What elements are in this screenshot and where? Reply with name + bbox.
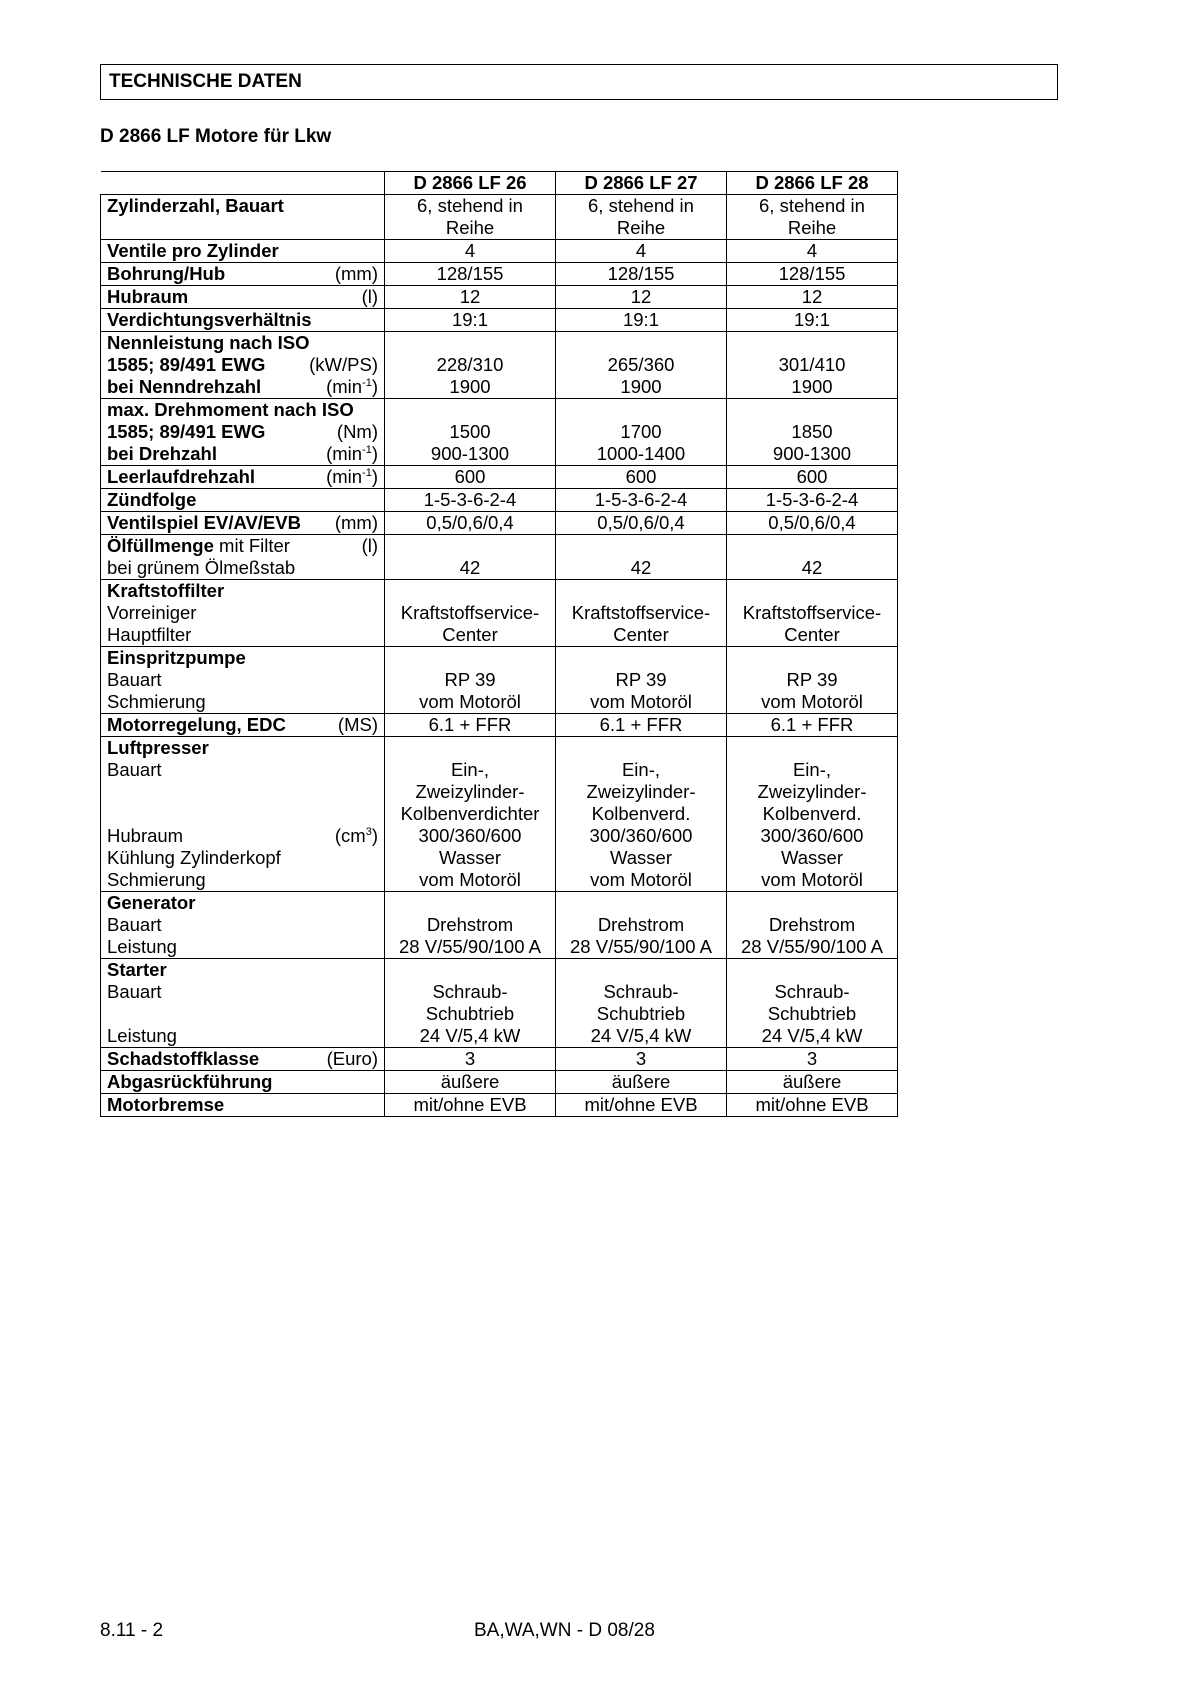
table-header-row (101, 172, 898, 195)
table-cell: 128/155 (385, 263, 556, 286)
document-code: BA,WA,WN - D 08/28 (474, 1620, 655, 1641)
table-row (101, 647, 898, 714)
table-cell: mit/ohne EVB (727, 1094, 898, 1117)
table-cell: Drehstrom 28 V/55/90/100 A (727, 892, 898, 959)
table-cell: 1850 900-1300 (727, 399, 898, 466)
table-cell: mit/ohne EVB (385, 1094, 556, 1117)
row-label: Hubraum (l) (101, 286, 385, 309)
table-cell: 3 (385, 1048, 556, 1071)
row-label: Starter Bauart Leistung (101, 959, 385, 1048)
table-cell: Drehstrom 28 V/55/90/100 A (556, 892, 727, 959)
table-cell: 1500 900-1300 (385, 399, 556, 466)
table-cell: 42 (385, 535, 556, 580)
column-header: D 2866 LF 26 (385, 172, 556, 195)
table-row (101, 1048, 898, 1071)
table-cell: RP 39 vom Motoröl (385, 647, 556, 714)
table-cell: 301/410 1900 (727, 332, 898, 399)
row-label: Nennleistung nach ISO 1585; 89/491 EWG (kW/PS) bei Nenndrehzahl $(\min^{-1})$ (101, 332, 385, 399)
table-row (101, 309, 898, 332)
table-cell: RP 39 vom Motoröl (556, 647, 727, 714)
table-cell: Schraub- Schubtrieb 24 V/5,4 kW (727, 959, 898, 1048)
row-label: Ölfüllmenge mit Filter (l) bei grünem Ölmeßstab (101, 535, 385, 580)
row-label: Leerlaufdrehzahl $(\min^{-1})$ (101, 466, 385, 489)
table-row (101, 332, 898, 399)
table-row (101, 535, 898, 580)
header-title: TECHNISCHE DATEN (109, 71, 302, 92)
table-cell: äußere (727, 1071, 898, 1094)
row-label: Generator Bauart Leistung (101, 892, 385, 959)
table-cell: RP 39 vom Motoröl (727, 647, 898, 714)
table-cell: 1-5-3-6-2-4 (385, 489, 556, 512)
table-cell: 1700 1000-1400 (556, 399, 727, 466)
table-cell: Ein-, Zweizylinder- Kolbenverdichter 300/360/600 Wasser vom Motoröl (385, 737, 556, 892)
page-number: 8.11 - 2 (100, 1620, 164, 1641)
table-row (101, 263, 898, 286)
row-label: max. Drehmoment nach ISO 1585; 89/491 EWG (Nm) bei Drehzahl $(\min^{-1})$ (101, 399, 385, 466)
table-cell: 1-5-3-6-2-4 (727, 489, 898, 512)
table-cell: 42 (727, 535, 898, 580)
table-row (101, 195, 898, 240)
table-cell: 12 (727, 286, 898, 309)
table-row (101, 580, 898, 647)
table-cell: 19:1 (727, 309, 898, 332)
row-label: Bohrung/Hub (mm) (101, 263, 385, 286)
tech-data-table (100, 171, 898, 1117)
row-label: Motorbremse (101, 1094, 385, 1117)
table-cell: äußere (385, 1071, 556, 1094)
table-cell: 265/360 1900 (556, 332, 727, 399)
table-cell: Kraftstoffservice- Center (385, 580, 556, 647)
row-label: Abgasrückführung (101, 1071, 385, 1094)
table-cell: 4 (385, 240, 556, 263)
table-cell: 4 (556, 240, 727, 263)
table-cell: 0,5/0,6/0,4 (385, 512, 556, 535)
column-header: D 2866 LF 27 (556, 172, 727, 195)
row-label: Verdichtungsverhältnis (101, 309, 385, 332)
row-label: Ventile pro Zylinder (101, 240, 385, 263)
row-label: Kraftstoffilter Vorreiniger Hauptfilter (101, 580, 385, 647)
table-cell: 19:1 (556, 309, 727, 332)
table-row (101, 399, 898, 466)
table-cell: mit/ohne EVB (556, 1094, 727, 1117)
row-label: Motorregelung, EDC (MS) (101, 714, 385, 737)
table-cell: 600 (556, 466, 727, 489)
table-cell: 6, stehend in Reihe (385, 195, 556, 240)
table-row (101, 714, 898, 737)
table-cell: 12 (385, 286, 556, 309)
table-cell: 6.1 + FFR (556, 714, 727, 737)
table-row (101, 512, 898, 535)
page-subtitle: D 2866 LF Motore für Lkw (100, 126, 332, 147)
table-cell: 128/155 (727, 263, 898, 286)
table-cell: 6.1 + FFR (385, 714, 556, 737)
table-row (101, 489, 898, 512)
table-cell: Kraftstoffservice- Center (727, 580, 898, 647)
table-row (101, 286, 898, 309)
table-row (101, 959, 898, 1048)
row-label: Schadstoffklasse (Euro) (101, 1048, 385, 1071)
table-cell: 600 (385, 466, 556, 489)
table-cell: 19:1 (385, 309, 556, 332)
table-cell: 128/155 (556, 263, 727, 286)
table-cell: 3 (556, 1048, 727, 1071)
table-cell: Drehstrom 28 V/55/90/100 A (385, 892, 556, 959)
table-cell: 0,5/0,6/0,4 (727, 512, 898, 535)
row-label: Zylinderzahl, Bauart (101, 195, 385, 240)
table-row (101, 1094, 898, 1117)
table-cell: 6.1 + FFR (727, 714, 898, 737)
table-cell: Ein-, Zweizylinder- Kolbenverd. 300/360/600 Wasser vom Motoröl (727, 737, 898, 892)
table-row (101, 892, 898, 959)
table-row (101, 466, 898, 489)
page-header (100, 64, 1058, 100)
table-row (101, 240, 898, 263)
table-cell: 600 (727, 466, 898, 489)
row-label: Einspritzpumpe Bauart Schmierung (101, 647, 385, 714)
table-cell: 4 (727, 240, 898, 263)
column-header: D 2866 LF 28 (727, 172, 898, 195)
header-blank-cell (101, 172, 385, 195)
table-cell: Ein-, Zweizylinder- Kolbenverd. 300/360/600 Wasser vom Motoröl (556, 737, 727, 892)
table-cell: 1-5-3-6-2-4 (556, 489, 727, 512)
table-cell: Schraub- Schubtrieb 24 V/5,4 kW (385, 959, 556, 1048)
table-cell: 6, stehend in Reihe (727, 195, 898, 240)
row-label: Luftpresser Bauart Hubraum $(cm^3)$ Kühlung Zylinderkopf Schmierung (101, 737, 385, 892)
table-row (101, 1071, 898, 1094)
table-cell: 228/310 1900 (385, 332, 556, 399)
table-cell: 12 (556, 286, 727, 309)
row-label: Ventilspiel EV/AV/EVB (mm) (101, 512, 385, 535)
table-cell: Kraftstoffservice- Center (556, 580, 727, 647)
table-cell: äußere (556, 1071, 727, 1094)
table-row (101, 737, 898, 892)
row-label: Zündfolge (101, 489, 385, 512)
table-cell: 42 (556, 535, 727, 580)
table-cell: 3 (727, 1048, 898, 1071)
table-cell: 6, stehend in Reihe (556, 195, 727, 240)
table-cell: 0,5/0,6/0,4 (556, 512, 727, 535)
table-cell: Schraub- Schubtrieb 24 V/5,4 kW (556, 959, 727, 1048)
